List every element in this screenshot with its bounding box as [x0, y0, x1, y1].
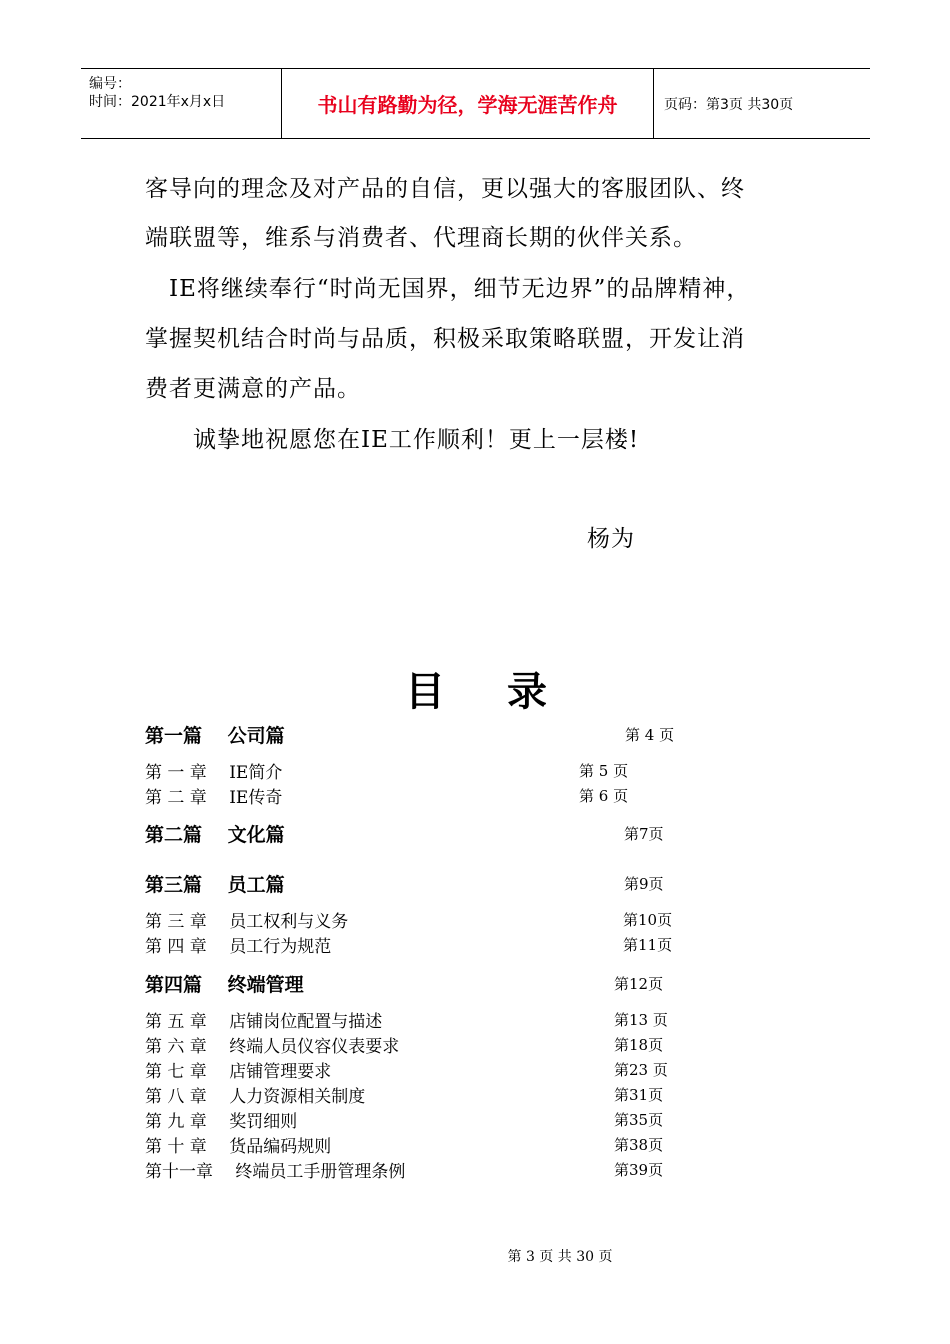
- toc-entry-label: 第三篇 员工篇: [145, 874, 285, 896]
- toc-entry-page: 第18页: [614, 1036, 664, 1054]
- toc-entry-label: 第 五 章 店铺岗位配置与描述: [145, 1012, 383, 1032]
- toc-entry[interactable]: [145, 870, 664, 897]
- toc-entry[interactable]: [145, 1032, 664, 1057]
- toc-entry-page: 第38页: [614, 1136, 664, 1154]
- body-line-6: 诚挚地祝愿您在IE工作顺利！更上一层楼!: [145, 427, 640, 453]
- toc-entry-page: 第31页: [614, 1086, 664, 1104]
- toc-entry-label: 第 四 章 员工行为规范: [145, 937, 332, 957]
- toc-entry-page: 第35页: [614, 1111, 664, 1129]
- toc-entry-page: 第 5 页: [579, 762, 629, 780]
- toc-entry[interactable]: [145, 932, 673, 957]
- toc-entry-page: 第 4 页: [625, 726, 675, 744]
- toc-entry[interactable]: [145, 1057, 668, 1082]
- toc-entry-label: 第 二 章 IE传奇: [145, 788, 283, 808]
- toc-entry-label: 第 十 章 货品编码规则: [145, 1137, 332, 1157]
- toc-entry-page: 第9页: [624, 875, 664, 893]
- toc-entry-page: 第10页: [623, 911, 673, 929]
- body-line-4: 掌握契机结合时尚与品质，积极采取策略联盟，开发让消: [145, 326, 745, 352]
- toc-entry-page: 第23 页: [614, 1061, 668, 1079]
- toc-entry-label: 第二篇 文化篇: [145, 824, 285, 846]
- toc-entry-label: 第 一 章 IE简介: [145, 763, 283, 783]
- header-code-label: 编号：: [89, 76, 131, 92]
- toc-entry-label: 第一篇 公司篇: [145, 725, 285, 747]
- toc-entry[interactable]: [145, 783, 629, 808]
- page-header: [81, 68, 870, 139]
- header-date-label: 时间：2021年x月x日: [89, 94, 226, 110]
- toc-title: [405, 660, 547, 717]
- toc-entry[interactable]: [145, 1157, 664, 1182]
- toc-entry-page: 第7页: [624, 825, 664, 843]
- toc-title-char-1: 目: [405, 669, 445, 715]
- header-motto: 书山有路勤为径，学海无涯苦作舟: [282, 69, 654, 138]
- body-line-3: IE将继续奉行“时尚无国界，细节无边界”的品牌精神，: [145, 276, 751, 302]
- toc-entry-label: 第 七 章 店铺管理要求: [145, 1062, 332, 1082]
- signature: 杨为: [587, 526, 635, 552]
- toc-entry-page: 第13 页: [614, 1011, 668, 1029]
- toc-title-char-2: 录: [507, 669, 547, 715]
- toc-entry[interactable]: [145, 1132, 664, 1157]
- toc-entry[interactable]: [145, 1007, 668, 1032]
- toc-entry-label: 第十一章 终端员工手册管理条例: [145, 1162, 406, 1182]
- toc-entry[interactable]: [145, 970, 664, 997]
- toc-entry-page: 第39页: [614, 1161, 664, 1179]
- toc-entry[interactable]: [145, 1082, 664, 1107]
- toc-entry-label: 第 九 章 奖罚细则: [145, 1112, 298, 1132]
- toc-entry[interactable]: [145, 721, 675, 748]
- toc-entry-label: 第 三 章 员工权利与义务: [145, 912, 349, 932]
- body-line-2: 端联盟等，维系与消费者、代理商长期的伙伴关系。: [145, 225, 697, 251]
- toc-entry[interactable]: [145, 820, 664, 847]
- toc-entry-label: 第 八 章 人力资源相关制度: [145, 1087, 366, 1107]
- toc-entry-page: 第12页: [614, 975, 664, 993]
- toc-entry[interactable]: [145, 907, 673, 932]
- toc-entry-label: 第 六 章 终端人员仪容仪表要求: [145, 1037, 400, 1057]
- body-line-5: 费者更满意的产品。: [145, 376, 361, 402]
- toc-entry[interactable]: [145, 1107, 664, 1132]
- page-footer: 第 3 页 共 30 页: [507, 1249, 613, 1265]
- header-meta-cell: [81, 69, 282, 138]
- toc-entry-label: 第四篇 终端管理: [145, 974, 304, 996]
- toc-entry[interactable]: [145, 758, 629, 783]
- toc-entry-page: 第11页: [623, 936, 673, 954]
- toc-entry-page: 第 6 页: [579, 787, 629, 805]
- body-line-1: 客导向的理念及对产品的自信，更以强大的客服团队、终: [145, 176, 745, 202]
- header-page-info: 页码：第3页 共30页: [664, 96, 794, 113]
